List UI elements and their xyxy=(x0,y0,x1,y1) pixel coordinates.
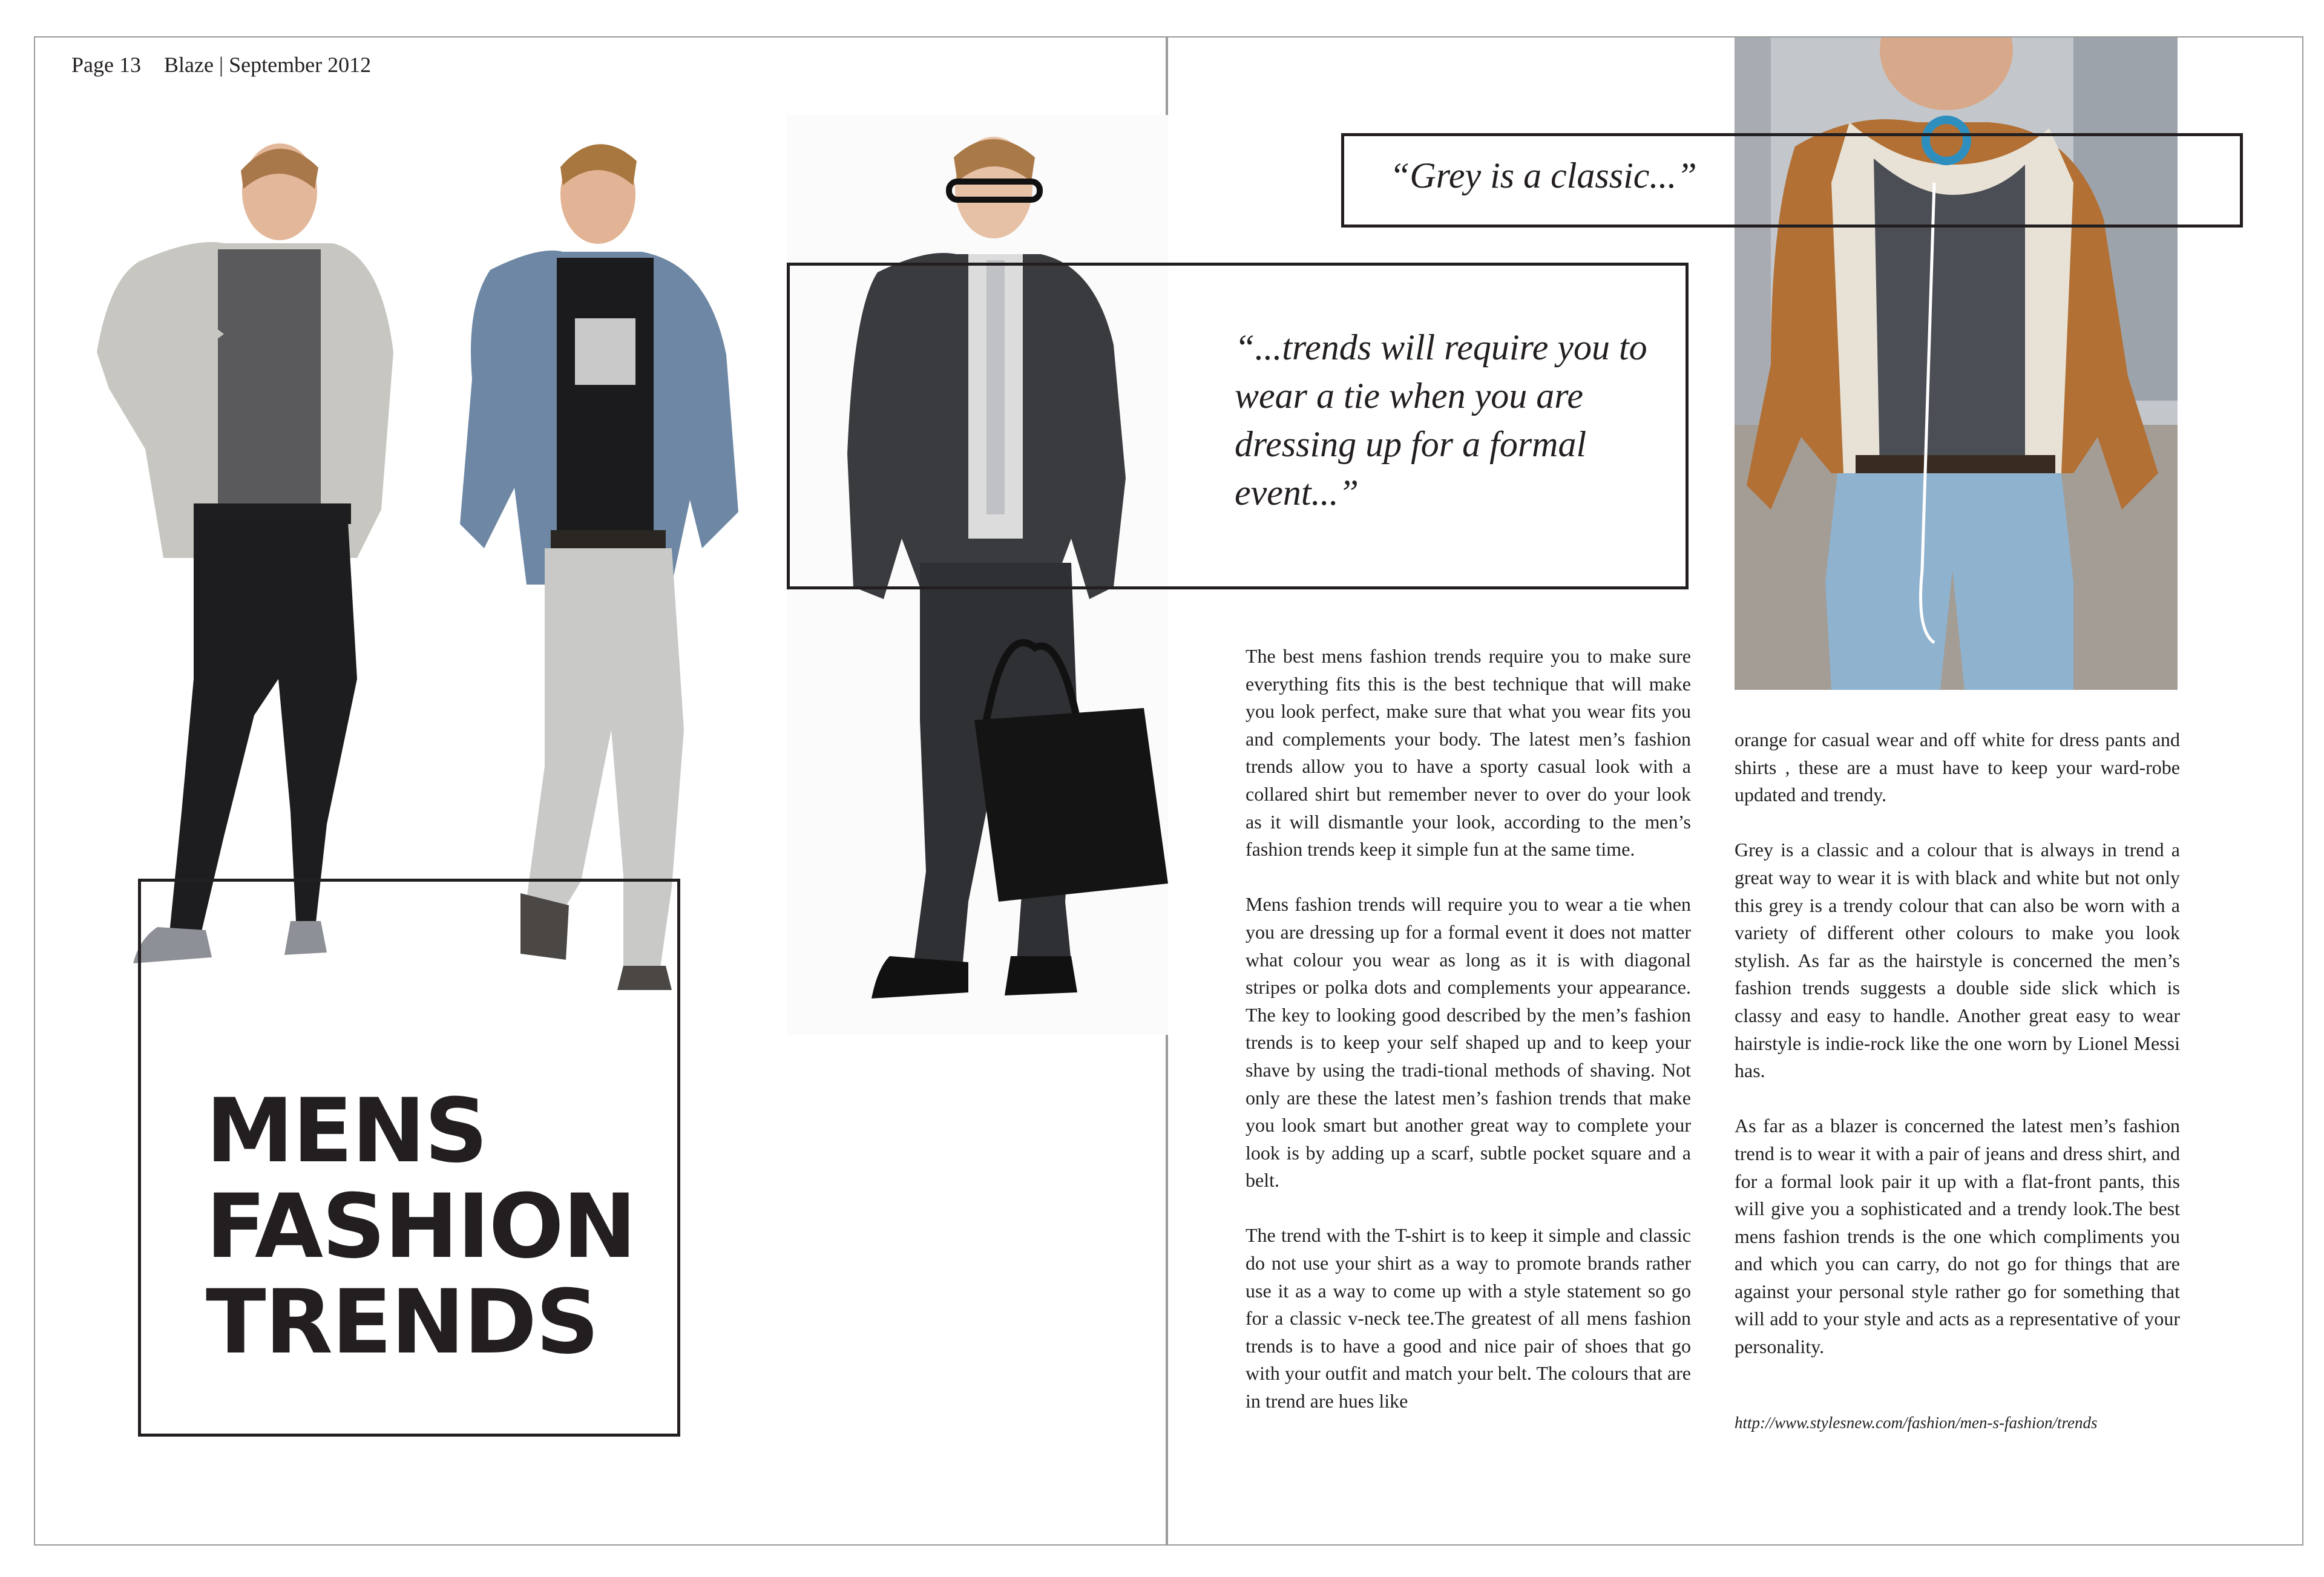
column-1-paragraph-2: Mens fashion trends will require you to wear a tie when you are dressing up for a formal event it does not matter what colour you wear as long as it is with diagonal stripes or polka dots and complements your appearance. The key to looking good described by the men’s fashion trends is to keep your self shaped up and to keep your shave by using the tradi-tional methods of shaving. Not only are these the latest men’s fashion trends that make you look smart but another great way to complete your look is by adding up a scarf, subtle pocket square and a belt. xyxy=(1246,893,1691,1192)
title-line-1: MENS xyxy=(206,1080,487,1182)
tie-pull-quote: “...trends will require you to wear a tie when you are dressing up for a formal event...” xyxy=(1235,327,1647,513)
column-2-paragraph-3: As far as a blazer is concerned the latest men’s fashion trend is to wear it with a pair of jeans and dress shirt, and for a formal look pair it up with a flat-front pants, this will give you a sophisticated and a trendy look.The best mens fashion trends is the one which compliments you and which you can carry, do not go for things that are against your personal style rather go for something that will add to your style and acts as a representative of your personality. xyxy=(1735,1115,2180,1358)
column-1-paragraph-3: The trend with the T-shirt is to keep it simple and classic do not use your shirt as a way to promote brands rather use it as a way to come up with a style statement so go for a classic v-neck tee.The greatest of all mens fashion trends is to have a good and nice pair of shoes that go with your outfit and match your belt. The colours that are in trend are hues like xyxy=(1246,1224,1691,1412)
title-line-2: FASHION xyxy=(206,1175,635,1278)
model-grey-jacket-image xyxy=(42,134,405,969)
grey-pull-quote: “Grey is a classic...” xyxy=(1390,156,1697,195)
article-column-2 xyxy=(1735,726,2180,1361)
page-number: Page 13 xyxy=(71,53,141,77)
column-2-paragraph-1: orange for casual wear and off white for dress pants and shirts , these are a must have to keep your ward-robe updated and trendy. xyxy=(1735,729,2180,806)
issue-label: Blaze | September 2012 xyxy=(163,53,372,77)
source-link[interactable]: http://www.stylesnew.com/fashion/men-s-fashion/trends xyxy=(1735,1414,2098,1432)
folio xyxy=(71,52,371,77)
column-1-paragraph-1: The best mens fashion trends require you to make sure everything fits this is the best technique that will make you look perfect, make sure that what you wear fits you and complements your body. The latest men’s fashion trends allow you to have a sporty casual look with a collared shirt but remember never to over do your look as it will dismantle your look, according to the men’s fashion trends keep it simple fun at the same time. xyxy=(1246,645,1691,861)
column-2-paragraph-2: Grey is a classic and a colour that is always in trend a great way to wear it is with black and white but not only this grey is a trendy colour that can also be worn with a variety of different other colours to make you look stylish. As far as the hairstyle is concerned the men’s fashion trends suggests a double side slick which is classy and easy to handle. Another great easy to wear hairstyle is indie-rock like the one worn by Lionel Messi has. xyxy=(1735,839,2180,1082)
model-denim-shirt-image xyxy=(442,125,757,990)
article-column-1 xyxy=(1246,643,1691,1415)
page-title xyxy=(206,1080,635,1374)
title-line-3: TRENDS xyxy=(206,1271,599,1374)
